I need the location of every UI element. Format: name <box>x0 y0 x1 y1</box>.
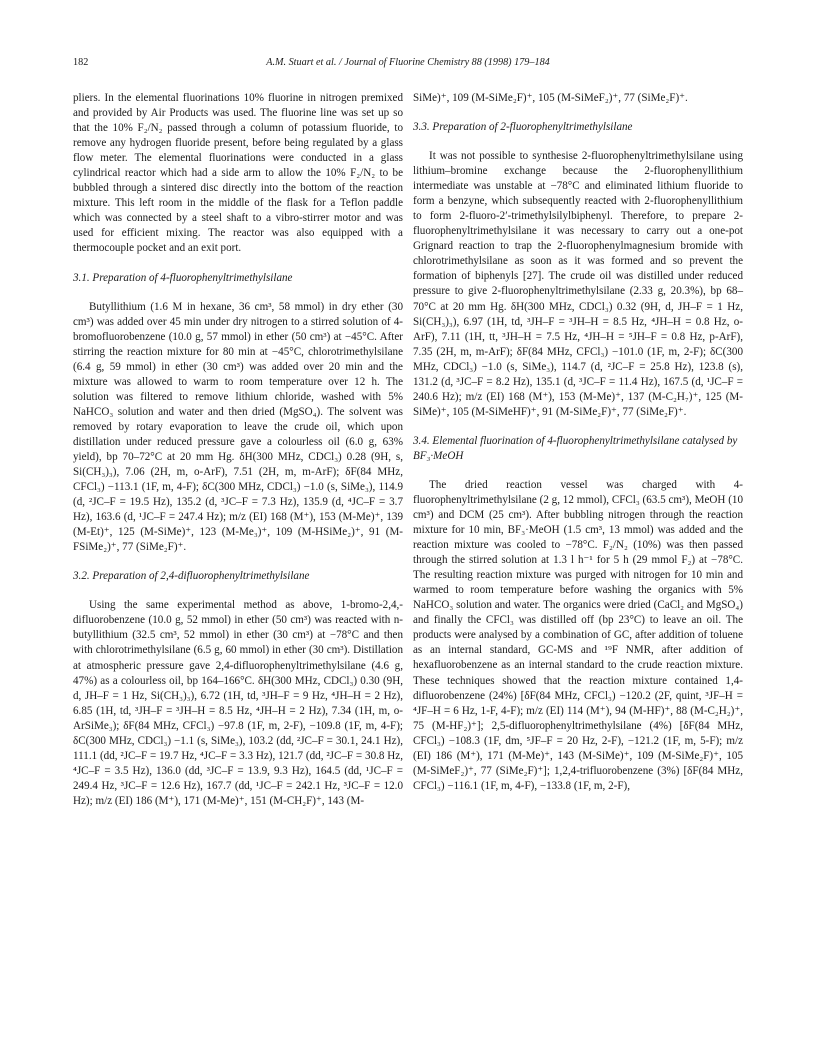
section-heading-3-4: 3.4. Elemental fluorination of 4-fluorophenyltrimethylsilane catalysed by BF₃·MeOH <box>413 434 738 462</box>
page-number: 182 <box>73 57 89 68</box>
running-header <box>73 57 743 71</box>
journal-citation: A.M. Stuart et al. / Journal of Fluorine Chemistry 88 (1998) 179–184 <box>266 57 550 68</box>
continued-paragraph: pliers. In the elemental fluorinations 10% fluorine in nitrogen premixed and provided by Air Products was used. The fluorine line was set up so that the 10% F₂/N₂ passed through a column of potassium fluoride, to remove any hydrogen fluoride present, before being regulated by a glass flow meter. The elemental fluorinations were conducted in a glass cylindrical reactor which had a side arm to allow the 10% F₂/N₂ to be bubbled through a sintered disc directly into the bottom of the reaction mixture. This left room in the middle of the flask for a Teflon paddle which was connected by a steel shaft to a vibro-stirrer motor and was used for efficient mixing. The reactor was also equipped with a thermocouple pocket and an exit port. <box>73 92 403 255</box>
paragraph-3-1: Butyllithium (1.6 M in hexane, 36 cm³, 58 mmol) in dry ether (30 cm³) was added over 45 min under dry nitrogen to a stirred solution of 4-bromofluorobenzene (10.0 g, 57 mmol) in ether (50 cm³) at −45°C. After stirring the reaction mixture for 80 min at −45°C, chlorotrimethylsilane (6.4 g, 59 mmol) in ether (30 cm³) was added over 20 min and the mixture was allowed to warm to room temperature over 12 h. The solution was filtered to remove lithium chloride, washed with 5% NaHCO₃ solution and water and then dried (MgSO₄). The solvent was removed by rotary evaporation to leave the crude oil, which upon distillation under reduced pressure gave a colourless oil (6.0 g, 63% yield), bp 70–72°C at 20 mm Hg. δH(300 MHz, CDCl₃) 0.28 (9H, s, Si(CH₃)₃), 7.06 (2H, m, o-ArF), 7.51 (2H, m, m-ArF); δF(84 MHz, CFCl₃) −113.1 (1F, m, 4-F); δC(300 MHz, CDCl₃) −1.0 (s, SiMe₃), 114.9 (d, ²JC–F = 19.5 Hz), 135.2 (d, ³JC–F = 7.3 Hz), 135.9 (d, ⁴JC–F = 3.7 Hz), 163.6 (d, ¹JC–F = 247.4 Hz); m/z (EI) 168 (M⁺), 153 (M-Me)⁺, 139 (M-Et)⁺, 125 (M-SiMe)⁺, 123 (M-Me₃)⁺, 109 (M-HSiMe₂)⁺, 91 (M-FSiMe₂)⁺, 77 (SiMe₂F)⁺. <box>73 300 403 554</box>
left-column <box>73 91 403 809</box>
right-column <box>413 91 743 794</box>
section-heading-3-3: 3.3. Preparation of 2-fluorophenyltrimethylsilane <box>413 121 633 134</box>
paragraph-3-4: The dried reaction vessel was charged with 4-fluorophenyltrimethylsilane (2 g, 12 mmol), CFCl₃ (63.5 cm³), MeOH (10 cm³) and DCM (25 cm³). After bubbling nitrogen through the reaction mixture for 10 min, BF₃·MeOH (1.5 cm³, 13 mmol) was added and the reaction mixture was cooled to −78°C. F₂/N₂ (10%) was then passed through the stirred solution at 1.3 l h⁻¹ for 5 h (29 mmol F₂) at −78°C. The resulting reaction mixture was purged with nitrogen for 10 min and warmed to room temperature before washing the organics with 5% NaHCO₃ solution and water. The organics were dried (CaCl₂ and MgSO₄) and finally the CFCl₃ was distilled off (bp 23°C) to leave an oil. The products were analysed by a combination of GC, after addition of toluene as an internal standard, GC-MS and ¹⁹F NMR, after addition of hexafluorobenzene as an internal standard to the crude reaction mixture. These techniques showed that the reaction mixture contained 1,4-difluorobenzene (24%) [δF(84 MHz, CFCl₃) −120.2 (2F, quint, ³JF–H = ⁴JF–H = 6 Hz, 1-F, 4-F); m/z (EI) 114 (M⁺), 94 (M-HF)⁺, 88 (M-C₂H₂)⁺, 75 (M-HF₂)⁺]; 2,5-difluorophenyltrimethylsilane (4%) [δF(84 MHz, CFCl₃) −108.3 (1F, dm, ⁵JF–F = 20 Hz, 2-F), −121.2 (1F, m, 5-F); m/z (EI) 186 (M⁺), 171 (M-Me)⁺, 143 (M-SiMe)⁺, 109 (M-SiMe₂F)⁺, 105 (M-SiMeF₂)⁺, 77 (SiMe₂F)⁺]; 1,2,4-trifluorobenzene (3%) [δF(84 MHz, CFCl₃) −116.1 (1F, m, 4-F), −133.8 (1F, m, 2-F), <box>413 478 743 792</box>
section-heading-3-2: 3.2. Preparation of 2,4-difluorophenyltrimethylsilane <box>73 570 310 583</box>
paragraph-3-2: Using the same experimental method as above, 1-bromo-2,4,-difluorobenzene (10.0 g, 52 mmol) in ether (50 cm³) was reacted with n-butyllithium (32.5 cm³, 52 mmol) in ether (30 cm³) at −78°C and then with chlorotrimethylsilane (6.5 g, 60 mmol) in ether (30 cm³). Distillation at atmospheric pressure gave 2,4-difluorophenyltrimethylsilane (4.6 g, 47%) as a colourless oil, bp 164–166°C. δH(300 MHz, CDCl₃) 0.30 (9H, d, JH–F = 1 Hz, Si(CH₃)₃), 6.72 (1H, td, ³JH–F = 9 Hz, ⁴JH–H = 2 Hz), 6.85 (1H, td, ³JH–F = ³JH–H = 8.5 Hz, ⁴JH–H = 2 Hz), 7.34 (1H, m, o-ArSiMe₃); δF(84 MHz, CFCl₃) −97.8 (1F, m, 2-F), −109.8 (1F, m, 4-F); δC(300 MHz, CDCl₃) −1.1 (s, SiMe₃), 103.2 (dd, ²JC–F = 30.1, 24.1 Hz), 111.1 (dd, ²JC–F = 19.7 Hz, ⁴JC–F = 3.3 Hz), 121.7 (dd, ²JC–F = 30.8 Hz, ⁴JC–F = 3.5 Hz), 136.0 (dd, ³JC–F = 13.9, 9.3 Hz), 164.5 (dd, ¹JC–F = 249.4 Hz, ³JC–F = 12.6 Hz), 167.7 (dd, ¹JC–F = 242.1 Hz, ³JC–F = 12.0 Hz); m/z (EI) 186 (M⁺), 171 (M-Me)⁺, 151 (M-CH₂F)⁺, 143 (M- <box>73 599 403 807</box>
section-heading-3-1: 3.1. Preparation of 4-fluorophenyltrimethylsilane <box>73 271 293 284</box>
paragraph-3-3: It was not possible to synthesise 2-fluorophenyltrimethylsilane using lithium–bromine exchange because the 2-fluorophenyllithium intermediate was unstable at −78°C and eliminated lithium fluoride to form a benzyne, which subsequently reacted with 2-fluorophenyllithium to form 2-fluoro-2′-trimethylsilylbiphenyl. Therefore, to prepare 2-fluorophenyltrimethylsilane it was necessary to carry out a one-pot Grignard reaction to trap the 2-fluorophenylmagnesium bromide with chlorotrimethylsilane as soon as it was formed and so prevent the formation of biphenyls [27]. The crude oil was distilled under reduced pressure to give 2-fluorophenyltrimethylsilane (2.33 g, 20.3%), bp 68–70°C at 20 mm Hg. δH(300 MHz, CDCl₃) 0.32 (9H, d, JH–F = 1 Hz, Si(CH₃)₃), 6.97 (1H, td, ³JH–F = ³JH–H = 8.5 Hz, ⁴JH–H = 0.8 Hz, o-ArF), 7.11 (1H, tt, ³JH–H = 7.5 Hz, ⁴JH–H = ⁵JH–F = 0.8 Hz, p-ArF), 7.35 (2H, m, m-ArF); δF(84 MHz, CFCl₃) −101.0 (1F, m, 2-F); δC(300 MHz, CDCl₃) −1.0 (s, SiMe₃), 114.7 (d, ²JC–F = 25.8 Hz), 123.8 (s), 131.2 (d, ³JC–F = 8.2 Hz), 135.1 (d, ³JC–F = 11.4 Hz), 167.5 (d, ¹JC–F = 240.6 Hz); m/z (EI) 168 (M⁺), 153 (M-Me)⁺, 137 (M-C₂H₇)⁺, 125 (M-SiMe)⁺, 105 (M-SiMeHF)⁺, 91 (M-SiMe₂F)⁺, 77 (SiMe₂F)⁺. <box>413 150 743 418</box>
continued-paragraph: SiMe)⁺, 109 (M-SiMe₂F)⁺, 105 (M-SiMeF₂)⁺, 77 (SiMe₂F)⁺. <box>413 92 688 104</box>
